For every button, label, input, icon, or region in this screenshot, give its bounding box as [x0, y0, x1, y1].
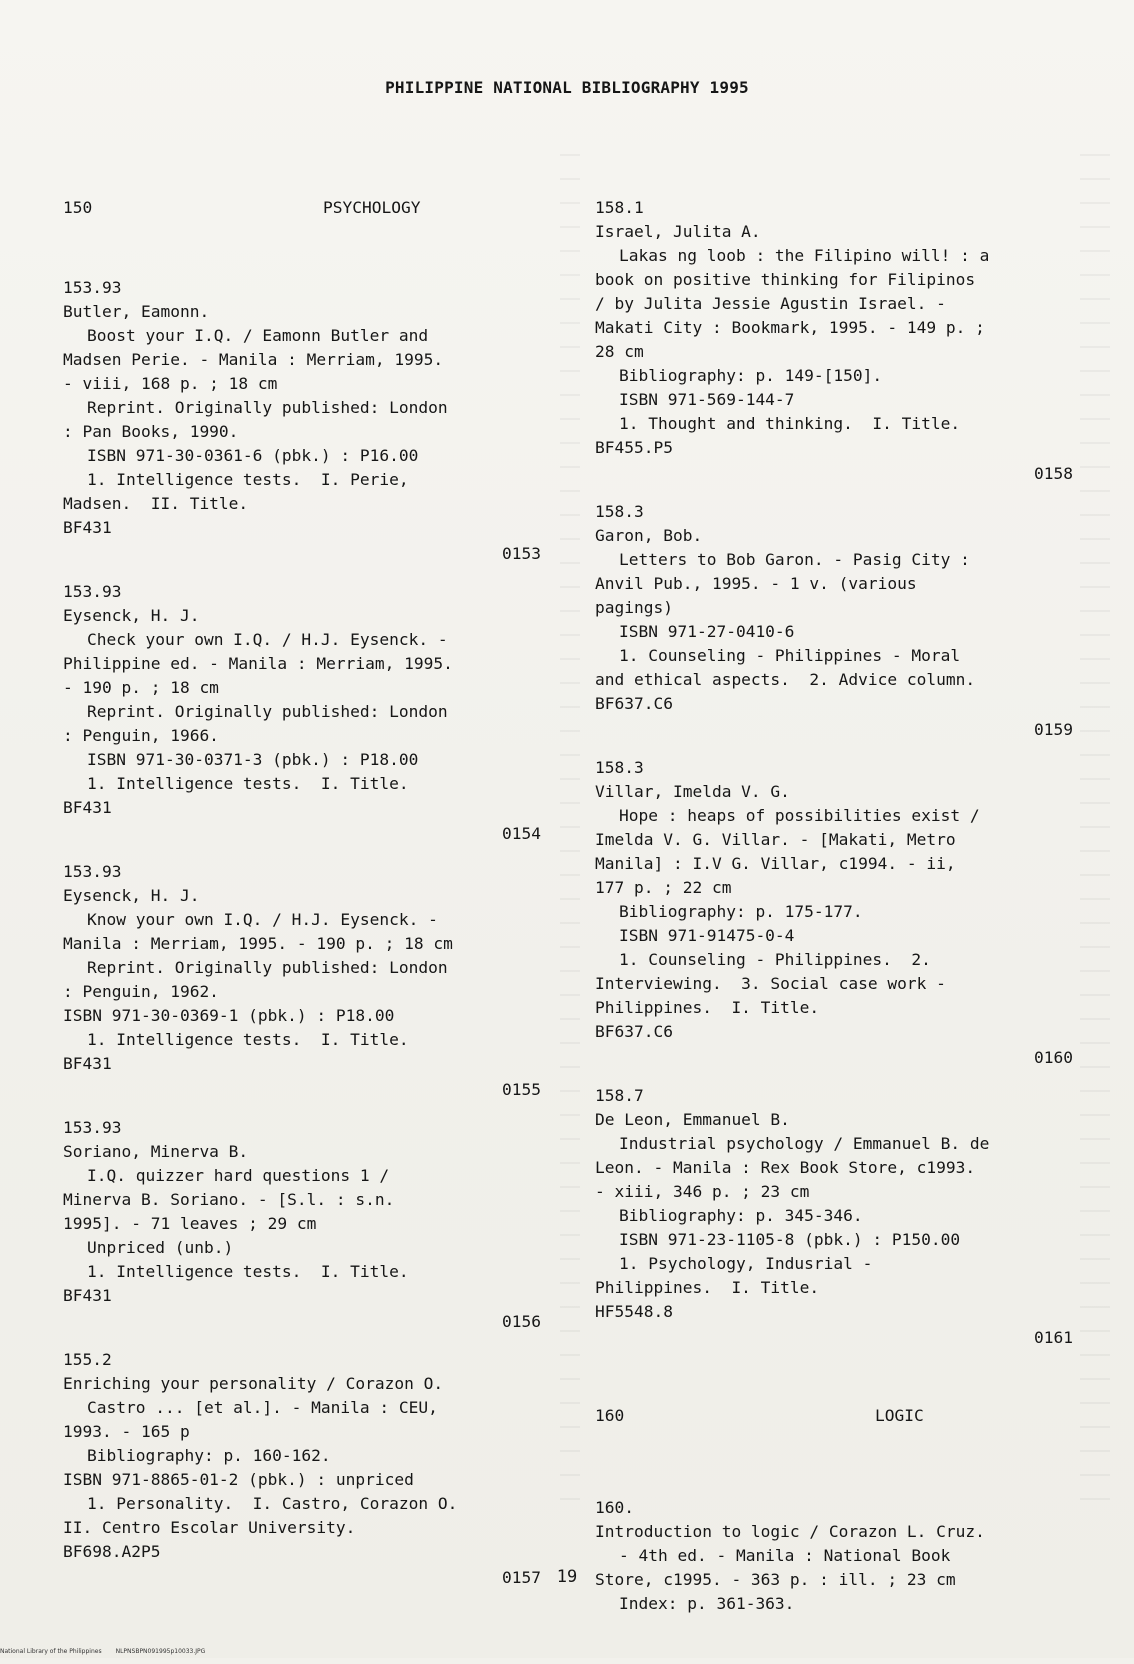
control-number: 0159 — [1034, 720, 1073, 739]
class-number: 153.93 — [63, 1118, 122, 1137]
entry-author: Soriano, Minerva B. — [63, 1142, 249, 1161]
note-line: 1. Personality. I. Castro, Corazon O. — [87, 1494, 458, 1513]
entry-author: Villar, Imelda V. G. — [595, 782, 790, 801]
note-line: Bibliography: p. 149-[150]. — [619, 366, 883, 385]
entry-author: Introduction to logic / Corazon L. Cruz. — [595, 1522, 985, 1541]
note-line: Reprint. Originally published: London — [87, 398, 448, 417]
call-number: BF431 — [63, 798, 112, 817]
note-line: Philippines. I. Title. — [595, 1278, 820, 1297]
title-statement-line: Lakas ng loob : the Filipino will! : a — [619, 246, 990, 265]
title-statement-line: - viii, 168 p. ; 18 cm — [63, 374, 278, 393]
control-number: 0154 — [502, 824, 541, 843]
note-line: ISBN 971-30-0369-1 (pbk.) : P18.00 — [63, 1006, 395, 1025]
section-name: PSYCHOLOGY — [323, 198, 421, 217]
note-line: Index: p. 361-363. — [619, 1594, 795, 1613]
note-line: ISBN 971-91475-0-4 — [619, 926, 795, 945]
note-line: II. Centro Escolar University. — [63, 1518, 356, 1537]
entry-author: Eysenck, H. J. — [63, 886, 200, 905]
title-statement-line: Anvil Pub., 1995. - 1 v. (various — [595, 574, 917, 593]
note-line: 1. Counseling - Philippines - Moral — [619, 646, 961, 665]
note-line: Philippines. I. Title. — [595, 998, 820, 1017]
class-number: 158.7 — [595, 1086, 644, 1105]
title-statement-line: Store, c1995. - 363 p. : ill. ; 23 cm — [595, 1570, 956, 1589]
bibliography-entry — [595, 500, 1075, 742]
note-line: ISBN 971-27-0410-6 — [619, 622, 795, 641]
note-line: Bibliography: p. 175-177. — [619, 902, 863, 921]
page-number: 19 — [556, 1567, 578, 1587]
call-number: HF5548.8 — [595, 1302, 673, 1321]
footer-library: National Library of the Philippines — [0, 1648, 102, 1655]
bibliography-entry — [595, 196, 1075, 486]
title-statement-line: 28 cm — [595, 342, 644, 361]
note-line: ISBN 971-23-1105-8 (pbk.) : P150.00 — [619, 1230, 961, 1249]
note-line: 1. Intelligence tests. I. Title. — [87, 774, 409, 793]
note-line: ISBN 971-8865-01-2 (pbk.) : unpriced — [63, 1470, 414, 1489]
control-number: 0160 — [1034, 1048, 1073, 1067]
note-line: ISBN 971-30-0361-6 (pbk.) : P16.00 — [87, 446, 419, 465]
title-statement-line: - 4th ed. - Manila : National Book — [619, 1546, 951, 1565]
call-number: BF431 — [63, 1286, 112, 1305]
title-statement-line: Check your own I.Q. / H.J. Eysenck. - — [87, 630, 448, 649]
control-number: 0157 — [502, 1568, 541, 1587]
page-header: PHILIPPINE NATIONAL BIBLIOGRAPHY 1995 — [385, 78, 749, 97]
title-statement-line: 1993. - 165 p — [63, 1422, 190, 1441]
class-number: 160. — [595, 1498, 634, 1517]
note-line: : Penguin, 1966. — [63, 726, 219, 745]
footer-file-id: NLPNSBPN091995p10033.JPG — [115, 1648, 206, 1655]
title-statement-line: 177 p. ; 22 cm — [595, 878, 732, 897]
title-statement-line: pagings) — [595, 598, 673, 617]
call-number: BF455.P5 — [595, 438, 673, 457]
note-line: ISBN 971-30-0371-3 (pbk.) : P18.00 — [87, 750, 419, 769]
title-statement-line: Castro ... [et al.]. - Manila : CEU, — [87, 1398, 438, 1417]
note-line: 1. Counseling - Philippines. 2. — [619, 950, 931, 969]
note-line: 1. Intelligence tests. I. Title. — [87, 1030, 409, 1049]
control-number: 0161 — [1034, 1328, 1073, 1347]
bibliography-entry — [63, 580, 543, 846]
section-heading-160 — [595, 1404, 1075, 1428]
call-number: BF431 — [63, 518, 112, 537]
entry-author: Enriching your personality / Corazon O. — [63, 1374, 444, 1393]
bibliography-entry — [63, 276, 543, 566]
entry-author: Eysenck, H. J. — [63, 606, 200, 625]
note-line: Interviewing. 3. Social case work - — [595, 974, 946, 993]
bleed-through-left — [560, 140, 580, 1520]
section-name: LOGIC — [875, 1406, 924, 1425]
left-column — [63, 148, 543, 1638]
bibliography-entry — [595, 756, 1075, 1070]
call-number: BF637.C6 — [595, 1022, 673, 1041]
note-line: 1. Intelligence tests. I. Title. — [87, 1262, 409, 1281]
title-statement-line: Know your own I.Q. / H.J. Eysenck. - — [87, 910, 438, 929]
section-number: 160 — [595, 1406, 625, 1425]
note-line: Reprint. Originally published: London — [87, 702, 448, 721]
call-number: BF431 — [63, 1054, 112, 1073]
bibliography-entry — [595, 1084, 1075, 1350]
title-statement-line: Makati City : Bookmark, 1995. - 149 p. ; — [595, 318, 985, 337]
title-statement-line: Philippine ed. - Manila : Merriam, 1995. — [63, 654, 453, 673]
class-number: 158.3 — [595, 758, 644, 777]
call-number: BF637.C6 — [595, 694, 673, 713]
call-number: BF698.A2P5 — [63, 1542, 161, 1561]
title-statement-line: Leon. - Manila : Rex Book Store, c1993. — [595, 1158, 976, 1177]
control-number: 0153 — [502, 544, 541, 563]
class-number: 153.93 — [63, 862, 122, 881]
title-statement-line: Madsen Perie. - Manila : Merriam, 1995. — [63, 350, 444, 369]
note-line: 1. Intelligence tests. I. Perie, — [87, 470, 409, 489]
note-line: : Pan Books, 1990. — [63, 422, 239, 441]
title-statement-line: Manila] : I.V G. Villar, c1994. - ii, — [595, 854, 956, 873]
control-number: 0158 — [1034, 464, 1073, 483]
title-statement-line: Letters to Bob Garon. - Pasig City : — [619, 550, 970, 569]
entry-author: De Leon, Emmanuel B. — [595, 1110, 790, 1129]
control-number: 0155 — [502, 1080, 541, 1099]
scan-footer — [0, 1648, 380, 1656]
class-number: 158.1 — [595, 198, 644, 217]
bibliography-entry — [63, 860, 543, 1102]
note-line: ISBN 971-569-144-7 — [619, 390, 795, 409]
note-line: Madsen. II. Title. — [63, 494, 249, 513]
title-statement-line: - 190 p. ; 18 cm — [63, 678, 219, 697]
bibliography-entry — [63, 1116, 543, 1334]
title-statement-line: Minerva B. Soriano. - [S.l. : s.n. — [63, 1190, 395, 1209]
class-number: 153.93 — [63, 278, 122, 297]
section-number: 150 — [63, 198, 93, 217]
entry-author: Israel, Julita A. — [595, 222, 761, 241]
title-statement-line: Industrial psychology / Emmanuel B. de — [619, 1134, 990, 1153]
note-line: Bibliography: p. 345-346. — [619, 1206, 863, 1225]
title-statement-line: - xiii, 346 p. ; 23 cm — [595, 1182, 810, 1201]
note-line: and ethical aspects. 2. Advice column. — [595, 670, 976, 689]
note-line: Reprint. Originally published: London — [87, 958, 448, 977]
class-number: 158.3 — [595, 502, 644, 521]
note-line: Bibliography: p. 160-162. — [87, 1446, 331, 1465]
note-line: 1. Thought and thinking. I. Title. — [619, 414, 961, 433]
class-number: 153.93 — [63, 582, 122, 601]
title-statement-line: Hope : heaps of possibilities exist / — [619, 806, 980, 825]
note-line: Unpriced (unb.) — [87, 1238, 234, 1257]
right-column — [595, 148, 1075, 1664]
bibliography-entry — [595, 1496, 1075, 1616]
note-line: 1. Psychology, Indusrial - — [619, 1254, 873, 1273]
entry-author: Butler, Eamonn. — [63, 302, 210, 321]
title-statement-line: I.Q. quizzer hard questions 1 / — [87, 1166, 390, 1185]
title-statement-line: / by Julita Jessie Agustin Israel. - — [595, 294, 946, 313]
title-statement-line: Boost your I.Q. / Eamonn Butler and — [87, 326, 429, 345]
bleed-through-right — [1080, 140, 1110, 1520]
class-number: 155.2 — [63, 1350, 112, 1369]
title-statement-line: 1995]. - 71 leaves ; 29 cm — [63, 1214, 317, 1233]
control-number: 0156 — [502, 1312, 541, 1331]
title-statement-line: Manila : Merriam, 1995. - 190 p. ; 18 cm — [63, 934, 453, 953]
entry-author: Garon, Bob. — [595, 526, 703, 545]
section-heading-150 — [63, 196, 543, 220]
note-line: : Penguin, 1962. — [63, 982, 219, 1001]
title-statement-line: book on positive thinking for Filipinos — [595, 270, 976, 289]
title-statement-line: Imelda V. G. Villar. - [Makati, Metro — [595, 830, 956, 849]
bibliography-entry — [63, 1348, 543, 1590]
